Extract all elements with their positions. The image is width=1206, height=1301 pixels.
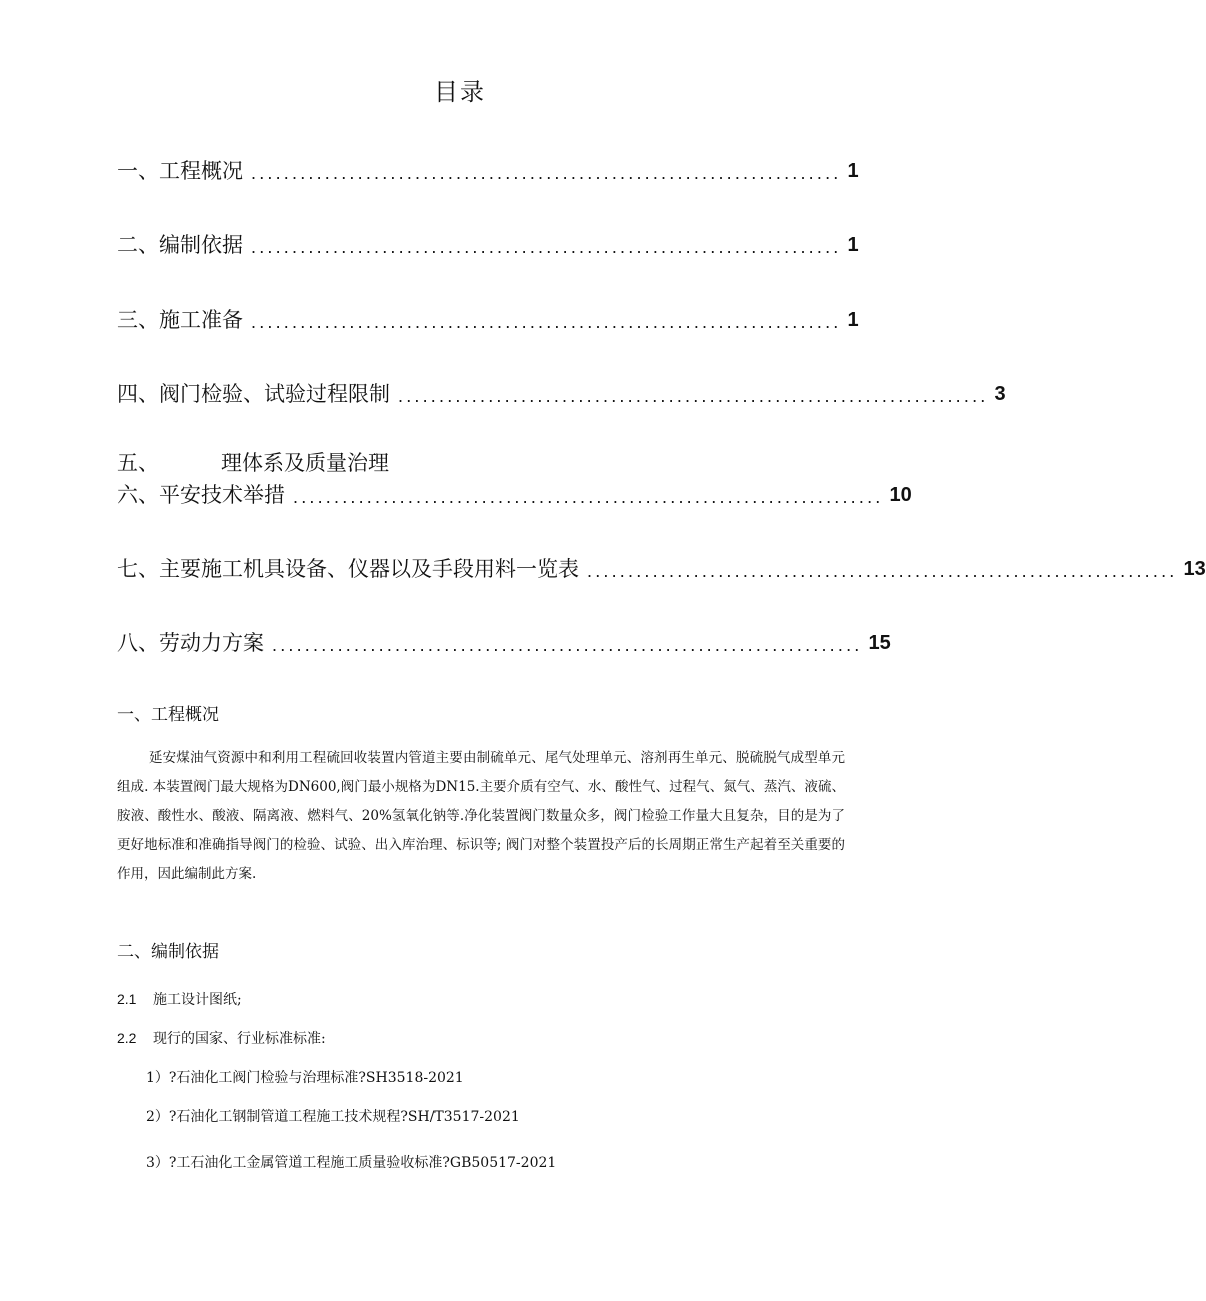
toc-label: 七、主要施工机具设备、仪器以及手段用料一览表 bbox=[117, 557, 579, 581]
toc-entry-5[interactable] bbox=[117, 448, 389, 478]
toc-page-number: 10 bbox=[889, 484, 912, 506]
toc-leader: ........................................................................ bbox=[587, 561, 1178, 581]
section-2-heading: 二、编制依据 bbox=[117, 942, 219, 962]
page-title: 目录 bbox=[434, 78, 486, 106]
standard-item-2: 2）?石油化工钢制管道工程施工技术规程?SH/T3517-2021 bbox=[146, 1109, 520, 1125]
toc-label: 六、平安技术举措 bbox=[117, 483, 285, 507]
standard-item-3: 3）?工石油化工金属管道工程施工质量验收标准?GB50517-2021 bbox=[146, 1155, 557, 1171]
basis-item-number: 2.1 bbox=[117, 991, 137, 1007]
toc-entry-4[interactable] bbox=[117, 379, 1006, 409]
toc-page-number: 1 bbox=[847, 309, 859, 331]
basis-item-number: 2.2 bbox=[117, 1030, 137, 1046]
toc-leader: ........................................................................ bbox=[272, 635, 863, 655]
toc-page-number: 1 bbox=[847, 234, 859, 256]
toc-label-prefix: 五、 bbox=[117, 451, 159, 475]
toc-label: 一、工程概况 bbox=[117, 159, 243, 183]
toc-label: 二、编制依据 bbox=[117, 233, 243, 257]
toc-page-number: 13 bbox=[1183, 558, 1206, 580]
toc-entry-8[interactable] bbox=[117, 628, 891, 658]
toc-page-number: 15 bbox=[868, 632, 891, 654]
section-1-paragraph: 延安煤油气资源中和利用工程硫回收装置内管道主要由制硫单元、尾气处理单元、溶剂再生单元、脱硫脱气成型单元组成. 本装置阀门最大规格为DN600,阀门最小规格为DN15.主要介质有空气、水、酸性气、过程气、氮气、蒸汽、液硫、胺液、酸性水、酸液、隔离液、燃料气、20%氢氧化钠等.净化装置阀门数量众多，阀门检验工作量大且复杂，目的是为了更好地标准和准确指导阀门的检验、试验、出入库治理、标识等; 阀门对整个装置投产后的长周期正常生产起着至关重要的作用，因此编制此方案. bbox=[117, 750, 845, 882]
toc-page-number: 1 bbox=[847, 160, 859, 182]
toc-entry-1[interactable] bbox=[117, 156, 859, 186]
toc-label: 三、施工准备 bbox=[117, 308, 243, 332]
toc-leader: ........................................................................ bbox=[293, 487, 884, 507]
toc-leader: ........................................................................ bbox=[251, 237, 842, 257]
toc-label: 理体系及质量治理 bbox=[221, 451, 389, 475]
toc-entry-3[interactable] bbox=[117, 305, 859, 335]
toc-entry-2[interactable] bbox=[117, 230, 859, 260]
basis-item bbox=[117, 1027, 326, 1050]
toc-label: 八、劳动力方案 bbox=[117, 631, 264, 655]
basis-item-text: 现行的国家、行业标准标准: bbox=[153, 1031, 326, 1047]
toc-label: 四、阀门检验、试验过程限制 bbox=[117, 382, 390, 406]
toc-page-number: 3 bbox=[994, 383, 1006, 405]
section-1-heading: 一、工程概况 bbox=[117, 705, 219, 725]
basis-item-text: 施工设计图纸; bbox=[153, 992, 242, 1008]
toc-leader: ........................................................................ bbox=[251, 312, 842, 332]
standard-item-1: 1）?石油化工阀门检验与治理标准?SH3518-2021 bbox=[146, 1070, 464, 1086]
toc-leader: ........................................................................ bbox=[398, 386, 989, 406]
toc-entry-7[interactable] bbox=[117, 554, 1206, 584]
toc-leader: ........................................................................ bbox=[251, 163, 842, 183]
basis-item bbox=[117, 988, 242, 1011]
toc-entry-6[interactable] bbox=[117, 480, 912, 510]
